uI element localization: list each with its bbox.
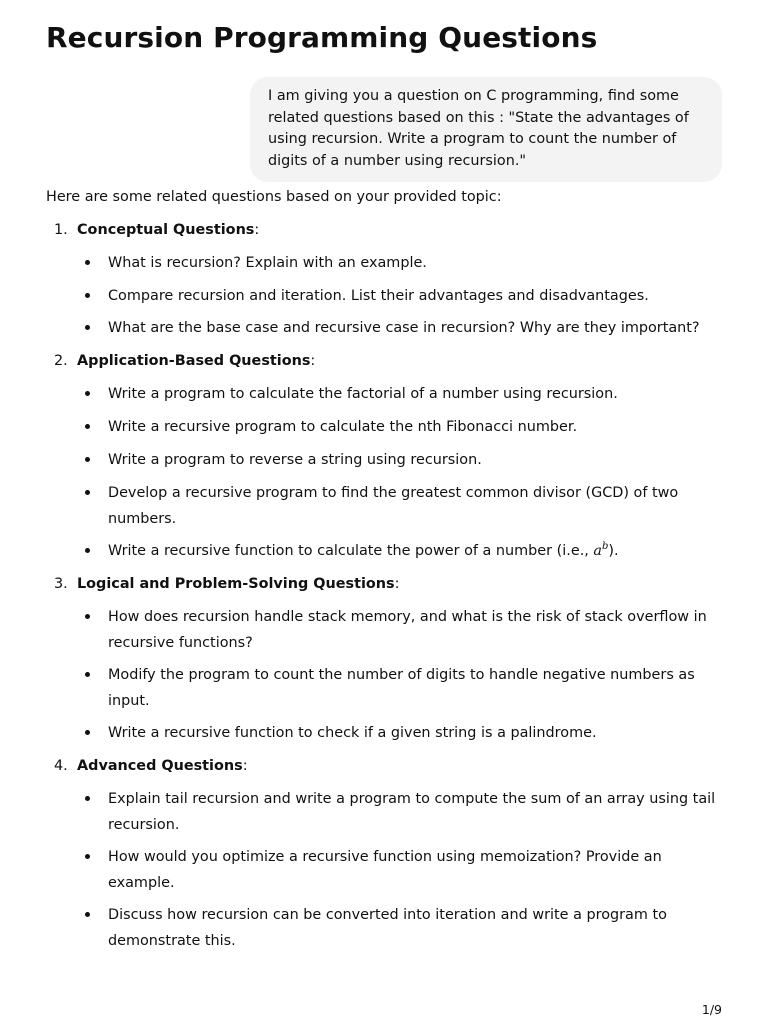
list-item: Modify the program to count the number of digits to handle negative numbers as input. bbox=[108, 662, 728, 714]
bullet-icon bbox=[85, 490, 90, 495]
list-item: Write a program to reverse a string using recursion. bbox=[108, 447, 728, 473]
section-title: Advanced Questions bbox=[77, 758, 243, 774]
section-number: 4. bbox=[54, 758, 68, 774]
list-item: Explain tail recursion and write a program to compute the sum of an array using tail recursion. bbox=[108, 786, 728, 838]
bullet-icon bbox=[85, 912, 90, 917]
bullet-icon bbox=[85, 391, 90, 396]
list-item: How does recursion handle stack memory, and what is the risk of stack overflow in recursive functions? bbox=[108, 604, 728, 656]
bullet-icon bbox=[85, 260, 90, 265]
bullet-icon bbox=[85, 457, 90, 462]
section-title: Logical and Problem-Solving Questions bbox=[77, 576, 395, 592]
section-number: 3. bbox=[54, 576, 68, 592]
list-item: Write a recursive program to calculate the nth Fibonacci number. bbox=[108, 414, 728, 440]
list-item: What are the base case and recursive case in recursion? Why are they important? bbox=[108, 315, 728, 341]
section-heading: 4. Advanced Questions: bbox=[46, 755, 248, 777]
list-item: Write a recursive function to check if a given string is a palindrome. bbox=[108, 720, 728, 746]
bullet-icon bbox=[85, 325, 90, 330]
page-title: Recursion Programming Questions bbox=[46, 21, 598, 54]
intro-text: Here are some related questions based on your provided topic: bbox=[46, 189, 502, 205]
bullet-icon bbox=[85, 796, 90, 801]
list-item: Compare recursion and iteration. List their advantages and disadvantages. bbox=[108, 283, 728, 309]
section-heading: 3. Logical and Problem-Solving Questions: bbox=[46, 573, 399, 595]
section-number: 1. bbox=[54, 222, 68, 238]
list-item: Develop a recursive program to find the greatest common divisor (GCD) of two numbers. bbox=[108, 480, 728, 532]
section-title: Application-Based Questions bbox=[77, 353, 311, 369]
bullet-icon bbox=[85, 293, 90, 298]
bullet-icon bbox=[85, 424, 90, 429]
bullet-icon bbox=[85, 730, 90, 735]
list-item: Write a program to calculate the factorial of a number using recursion. bbox=[108, 381, 728, 407]
bullet-icon bbox=[85, 854, 90, 859]
bullet-icon bbox=[85, 548, 90, 553]
bullet-icon bbox=[85, 614, 90, 619]
list-item: What is recursion? Explain with an example. bbox=[108, 250, 728, 276]
power-expression: $a^b$ bbox=[593, 541, 609, 559]
section-heading: 2. Application-Based Questions: bbox=[46, 350, 315, 372]
user-message-bubble: I am giving you a question on C programming, find some related questions based on this : "State the advantages of using recursion. Write a program to count the number of digits of a number using recursion." bbox=[250, 77, 722, 182]
section-heading: 1. Conceptual Questions: bbox=[46, 219, 259, 241]
list-item: Discuss how recursion can be converted into iteration and write a program to demonstrate this. bbox=[108, 902, 728, 954]
list-item: Write a recursive function to calculate the power of a number (i.e., $a^b$). bbox=[108, 538, 728, 564]
bullet-icon bbox=[85, 672, 90, 677]
list-item: How would you optimize a recursive function using memoization? Provide an example. bbox=[108, 844, 728, 896]
section-title: Conceptual Questions bbox=[77, 222, 255, 238]
section-number: 2. bbox=[54, 353, 68, 369]
page-indicator: 1/9 bbox=[701, 1002, 722, 1017]
